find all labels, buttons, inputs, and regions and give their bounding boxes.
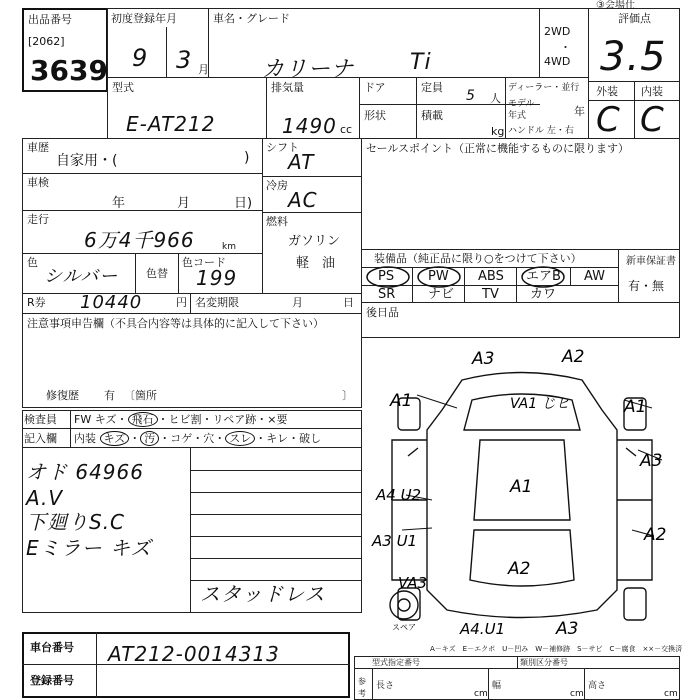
handle-label: ハンドル 左・右: [508, 126, 574, 136]
lot-code: [2062]: [28, 35, 65, 48]
mileage-value: 6万4千966: [84, 228, 195, 252]
length-label: 長さ: [376, 681, 395, 691]
equip-airbag: エアB: [526, 269, 561, 284]
score-label: 評価点: [618, 12, 651, 25]
lot-label: 出品番号: [28, 13, 72, 26]
drive-2wd: 2WD: [544, 25, 571, 38]
color-code-label: 色コード: [182, 256, 226, 269]
repair-value: 有: [104, 389, 115, 402]
diagram-mark-right-rear-door: A2: [644, 525, 667, 545]
diagram-mark-right-front-door: A3: [640, 451, 663, 471]
history-value: 自家用・(: [56, 153, 118, 169]
note-studless: スタッドレス: [200, 582, 326, 606]
height-label: 高さ: [588, 681, 607, 691]
yen-unit: 円: [176, 296, 187, 309]
row1-scratch: キズ・: [94, 413, 128, 426]
entry-label: 記入欄: [24, 432, 57, 445]
diagram-mark-right-fender: A1: [624, 397, 647, 417]
ac-value: AC: [288, 188, 318, 212]
repair-place: 〔箇所: [124, 389, 157, 402]
color-swap-label: 色替: [146, 267, 168, 280]
mileage-label: 走行: [27, 213, 49, 226]
year-unit: 年: [574, 105, 585, 118]
row1-rest: ・ヒビ割・リペア跡・×要: [157, 413, 288, 426]
first-reg-month: 3: [176, 46, 193, 74]
title-label: 名変期限: [195, 296, 239, 309]
equip-tv: TV: [482, 287, 499, 302]
first-reg-label: 初度登録年月: [111, 12, 177, 25]
capacity-value: 5: [466, 88, 476, 104]
equipment-circles: [361, 249, 621, 303]
model-code-label: 型式: [112, 81, 134, 94]
drive-4wd: 4WD: [544, 55, 571, 68]
shift-label: シフト: [266, 141, 299, 154]
title-day: 日: [343, 296, 354, 309]
row2-wear: スレ: [225, 431, 255, 446]
recycle-value: 10440: [80, 292, 143, 313]
declaration-label: 注意事項申告欄（不具合内容等は具体的に記入して下さい）: [27, 317, 324, 330]
fuel-label: 燃料: [266, 215, 288, 228]
row1-chip: 飛石: [128, 412, 158, 427]
dealer-label: ディーラー・並行: [508, 83, 580, 93]
class-label: 類別区分番号: [520, 658, 568, 667]
month-unit: 月: [198, 63, 209, 76]
capacity-label: 定員: [421, 81, 443, 94]
exterior-grade: C: [596, 100, 621, 140]
row2-dirt: 汚: [140, 431, 159, 446]
chassis-value: AT212-0014313: [108, 642, 280, 666]
diagram-mark-rear-left: A4.U1: [460, 620, 506, 638]
car-diagram: [362, 340, 680, 640]
top-right-note: ③会場仕: [596, 0, 635, 11]
drive-dot: ・: [560, 41, 571, 54]
row1-fw: FW: [74, 413, 92, 426]
length-cm: cm: [474, 689, 488, 699]
shift-value: AT: [288, 150, 315, 174]
kg-unit: kg: [491, 125, 505, 138]
km-unit: km: [222, 242, 236, 252]
history-label: 車歴: [27, 141, 49, 154]
warranty-value: 有・無: [628, 279, 665, 293]
diagram-mark-front-right: A2: [562, 347, 585, 367]
reference-label: 参考: [358, 677, 366, 698]
fuel-gasoline: ガソリン: [288, 234, 341, 249]
interior-label: 内装: [641, 85, 663, 98]
inspector-label: 検査員: [24, 413, 57, 426]
sales-points-label: セールスポイント（正常に機能するものに限ります）: [366, 142, 630, 155]
model-name: カリーナ: [262, 57, 355, 82]
insp-day: 日): [234, 196, 253, 211]
ac-label: 冷房: [266, 179, 288, 192]
new-warranty-label: 新車保証書: [626, 256, 676, 267]
displacement: 1490: [282, 114, 337, 138]
damage-legend: A－キズ E－エクボ U－凹み W－補修跡 S－サビ C－腐食 ××－交換済: [430, 645, 683, 653]
inspection-label: 車検: [27, 176, 49, 189]
cc-unit: cc: [340, 123, 353, 136]
chassis-label: 車台番号: [30, 641, 74, 654]
doors-label: ドア: [364, 81, 386, 94]
width-cm: cm: [570, 689, 584, 699]
model-code: E-AT212: [126, 112, 216, 136]
note-odo: オド 64966: [26, 460, 144, 484]
registration-label: 登録番号: [30, 674, 74, 687]
score-value: 3.5: [600, 34, 667, 80]
diagram-mark-trunk: A2: [508, 559, 531, 579]
interior-grade: C: [640, 100, 665, 140]
width-label: 幅: [492, 681, 502, 691]
rear-seat-label: 後日品: [366, 306, 399, 319]
note-underbody: 下廻りS.C: [26, 510, 126, 534]
exterior-label: 外装: [596, 85, 618, 98]
equip-abs: ABS: [478, 269, 504, 284]
height-cm: cm: [664, 689, 678, 699]
row2-int: 内装: [74, 432, 96, 445]
equip-ps: PS: [378, 269, 395, 284]
color-label: 色: [27, 256, 38, 269]
diagram-mark-left-door: A4 U2: [376, 486, 422, 504]
color-code-value: 199: [196, 266, 238, 290]
inspector-row2: 内装 キズ ・ 汚 ・コゲ・穴・ スレ ・キレ・破し: [74, 432, 322, 445]
note-av: A.V: [26, 486, 64, 510]
diagram-mark-rear-right: A3: [556, 619, 579, 639]
insp-year: 年: [112, 196, 126, 211]
title-month: 月: [292, 296, 303, 309]
equip-navi: ナビ: [428, 287, 455, 302]
lot-number: 3639: [30, 54, 108, 87]
grade: Ti: [410, 50, 432, 75]
equip-sr: SR: [378, 287, 396, 302]
diagram-mark-roof: A1: [510, 477, 533, 497]
displacement-label: 排気量: [271, 81, 304, 94]
diagram-mark-left-fender: A1: [390, 391, 413, 411]
diagram-mark-spare: VA3: [398, 574, 428, 592]
row2-mid: ・コゲ・穴・: [159, 432, 226, 445]
recycle-label: R券: [27, 296, 46, 309]
persons-unit: 人: [490, 92, 501, 105]
equipment-label: 装備品（純正品に限り○をつけて下さい）: [374, 252, 582, 265]
spare-label: スペア: [392, 623, 416, 632]
equip-leather: カワ: [530, 287, 557, 302]
first-reg-year: 9: [132, 44, 149, 72]
repair-close: 〕: [342, 389, 353, 402]
model-spec-label: 型式指定番号: [372, 658, 420, 667]
model-year-label: モデル年式: [508, 99, 535, 121]
color-value: シルバー: [44, 266, 119, 287]
equip-aw: AW: [584, 269, 606, 284]
diagram-mark-front-left: A3: [472, 349, 495, 369]
equip-pw: PW: [428, 269, 449, 284]
load-label: 積載: [421, 109, 443, 122]
insp-month: 月: [177, 196, 191, 211]
row2-scratch: キズ: [100, 431, 130, 446]
row2-rest: ・キレ・破し: [255, 432, 322, 445]
inspector-row1: [74, 414, 288, 426]
shape-label: 形状: [364, 109, 386, 122]
diagram-mark-left-rear: A3 U1: [372, 532, 418, 550]
rear-box: [361, 302, 680, 338]
history-close: ): [244, 150, 250, 166]
diagram-mark-windshield: VA1 じヒ: [510, 396, 570, 412]
note-mirror: Eミラー キズ: [26, 536, 152, 560]
fuel-diesel: 軽 油: [296, 256, 336, 271]
model-name-label: 車名・グレード: [213, 12, 290, 25]
repair-label: 修復歴: [46, 389, 79, 402]
